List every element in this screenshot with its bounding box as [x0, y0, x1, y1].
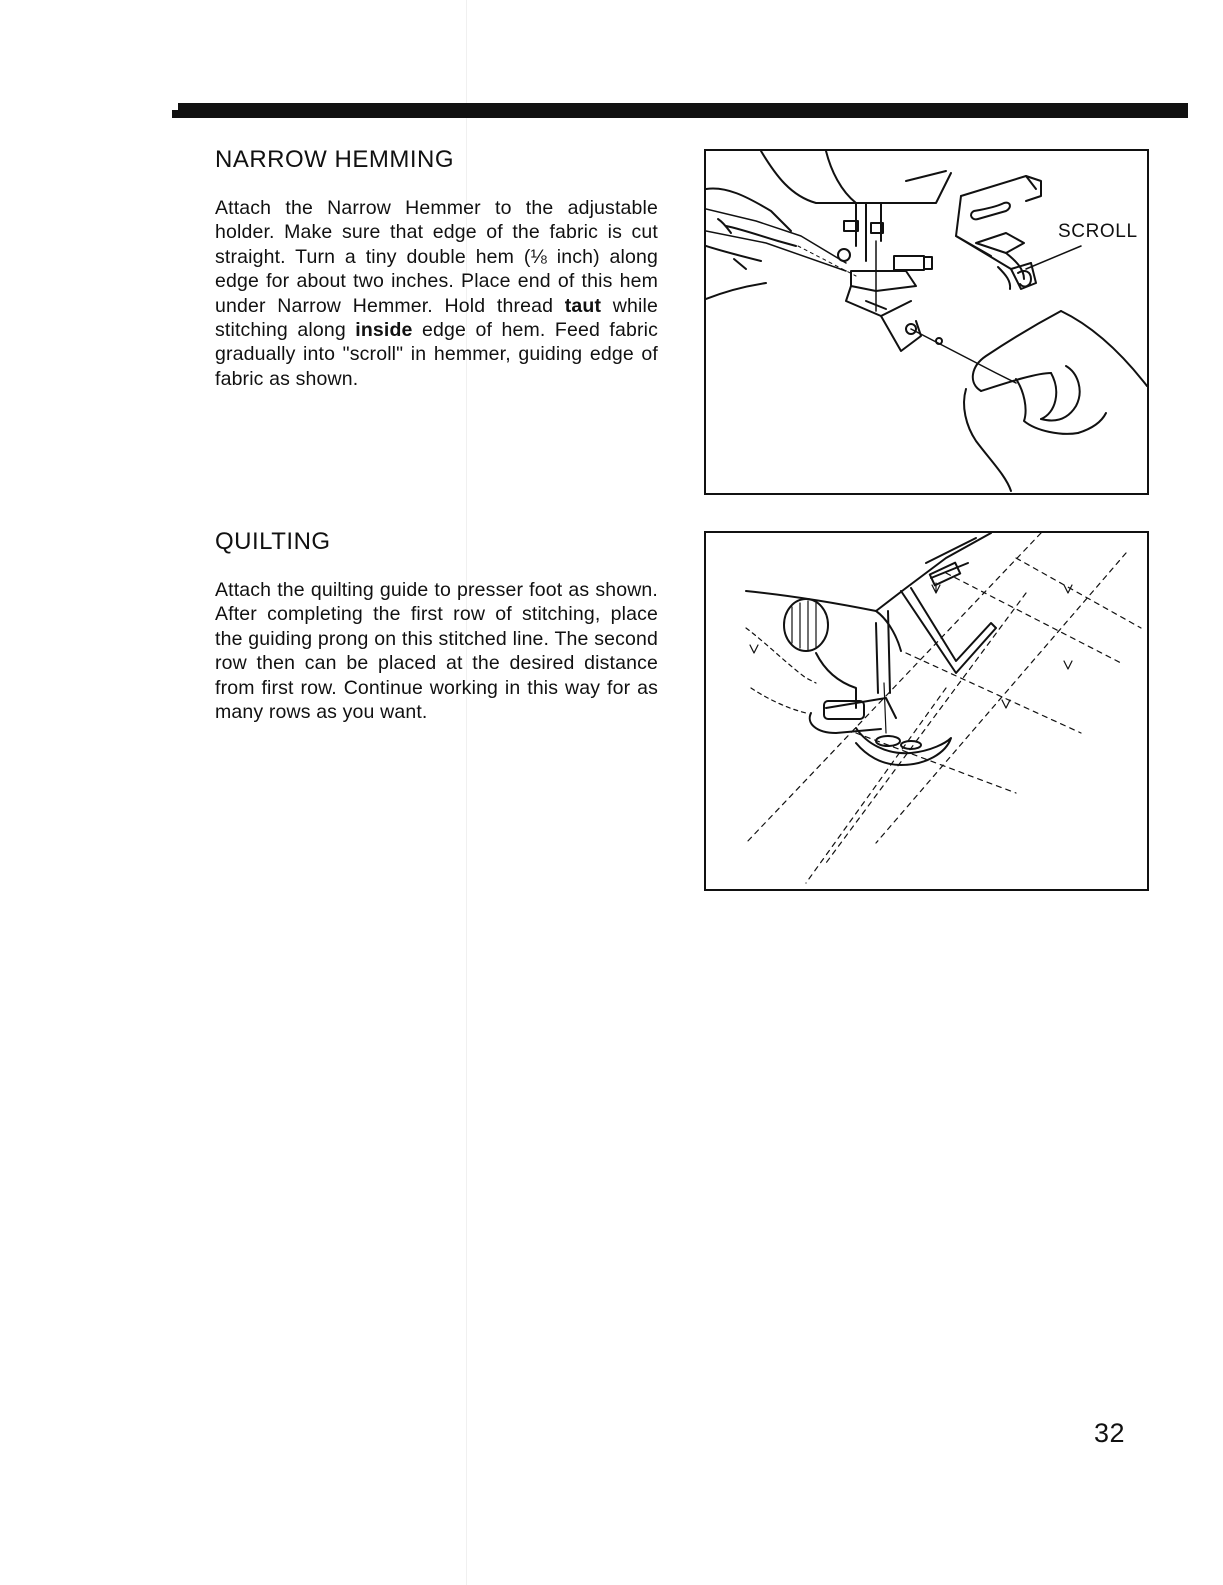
- header-rule-taper: [172, 110, 182, 118]
- section-body-narrow-hemming: [215, 196, 658, 391]
- body-text-part: Attach the Narrow Hemmer to the adjustable holder. Make sure that edge of the fabric is cut straight. Turn a tiny double hem (⅛ inch) along edge for about two inches. Place end of this hem under Narrow Hemmer. Hold thread: [215, 197, 658, 317]
- header-rule: [178, 103, 1188, 118]
- emphasis-taut: taut: [564, 294, 602, 317]
- figure-quilting: [704, 531, 1149, 891]
- section-quilting: [215, 525, 658, 724]
- section-title-narrow-hemming: NARROW HEMMING: [215, 146, 454, 173]
- page-number: 32: [1094, 1418, 1126, 1448]
- body-text-part: edge of hem. Feed fabric gradually into "scroll" in hemmer, guiding edge of fabric as shown.: [215, 319, 659, 390]
- scroll-callout-label: SCROLL: [1058, 221, 1138, 242]
- narrow-hemmer-illustration: [706, 151, 1147, 493]
- figure-narrow-hemming: [704, 149, 1149, 495]
- quilting-guide-illustration: [706, 533, 1147, 889]
- body-text-part: while stitching along: [215, 294, 658, 342]
- section-narrow-hemming: [215, 143, 658, 391]
- section-title-quilting: QUILTING: [215, 528, 331, 555]
- section-body-quilting: Attach the quilting guide to presser foot as shown. After completing the first row of stitching, place the guiding prong on this stitched line. The second row then can be placed at the desired distance from first row. Continue working in this way for as many rows as you want.: [215, 579, 658, 724]
- emphasis-inside: inside: [355, 319, 413, 342]
